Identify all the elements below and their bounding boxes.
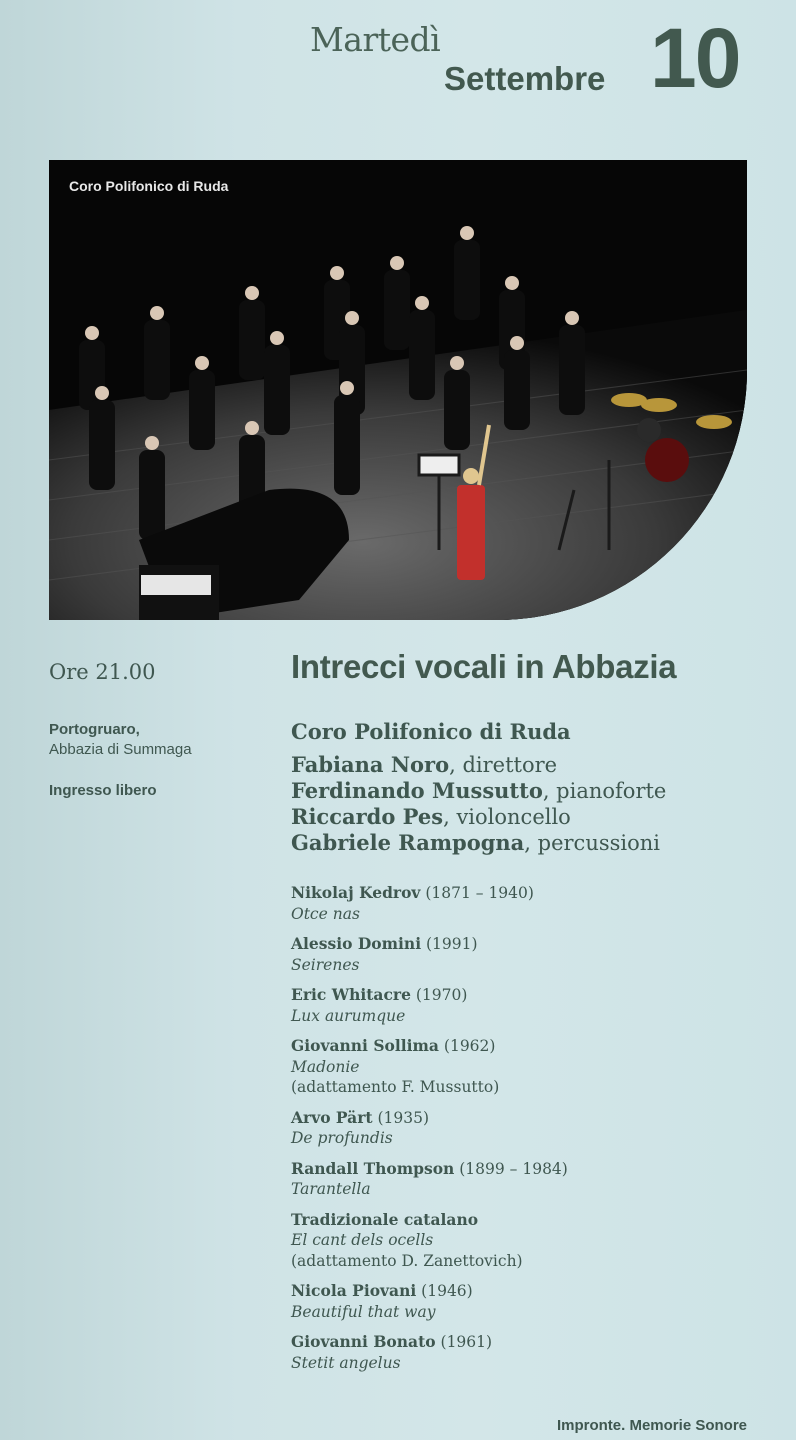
composer-years: (1962) (438, 1037, 496, 1055)
composer-name: Randall Thompson (291, 1158, 455, 1178)
composer-name: Giovanni Sollima (291, 1036, 439, 1055)
performer-item (291, 778, 666, 804)
work-title: De profundis (291, 1129, 393, 1147)
work-title: Otce nas (291, 904, 360, 923)
stage-illustration (49, 160, 747, 620)
date-month: Settembre (444, 60, 606, 97)
composer-name: Tradizionale catalano (291, 1209, 479, 1229)
composer-years: (1871 – 1940) (420, 884, 534, 902)
performer-name: Gabriele Rampogna (291, 830, 525, 855)
work-note: (adattamento F. Mussutto) (291, 1078, 500, 1096)
performer-role: , percussioni (524, 831, 660, 855)
work-title: Beautiful that way (291, 1302, 436, 1321)
work-note: (adattamento D. Zanettovich) (291, 1251, 523, 1270)
performer-role: , violoncello (443, 805, 571, 829)
composer-name: Alessio Domini (291, 934, 422, 953)
composer-name: Arvo Pärt (291, 1107, 373, 1127)
photo-caption: Coro Polifonico di Ruda (69, 178, 229, 194)
performer-name: Fabiana Noro (291, 752, 450, 777)
composer-years: (1946) (416, 1282, 473, 1300)
program-item (291, 883, 568, 924)
admission-info: Ingresso libero (49, 782, 157, 799)
date-weekday: Martedì (310, 20, 441, 59)
composer-years: (1961) (435, 1333, 493, 1351)
date-header (0, 0, 796, 140)
performer-item (291, 804, 666, 830)
program-item (291, 1281, 568, 1322)
venue-name: Abbazia di Summaga (49, 741, 192, 758)
composer-name: Nikolaj Kedrov (291, 883, 421, 902)
performer-name: Riccardo Pes (291, 804, 444, 829)
program-item (291, 985, 568, 1026)
performers-list (291, 752, 666, 856)
composer-name: Nicola Piovani (291, 1281, 417, 1300)
date-day: 10 (650, 11, 740, 105)
composer-years: (1970) (410, 986, 468, 1004)
work-title: El cant dels ocells (291, 1231, 434, 1249)
composer-years: (1991) (421, 935, 478, 953)
event-time: Ore 21.00 (49, 660, 156, 684)
performer-role: , pianoforte (542, 779, 667, 803)
program-item (291, 1332, 568, 1373)
program-list (291, 883, 568, 1383)
program-item (291, 1159, 568, 1200)
performer-role: , direttore (449, 753, 558, 777)
composer-name: Giovanni Bonato (291, 1332, 436, 1351)
program-item (291, 1036, 568, 1098)
performer-item (291, 752, 666, 778)
program-item (291, 934, 568, 975)
ensemble-name: Coro Polifonico di Ruda (291, 719, 571, 744)
event-title: Intrecci vocali in Abbazia (291, 648, 677, 685)
work-title: Tarantella (291, 1180, 371, 1198)
composer-years: (1899 – 1984) (454, 1159, 568, 1178)
event-venue (49, 720, 192, 760)
program-item (291, 1108, 568, 1149)
footer-series-name: Impronte. Memorie Sonore (556, 1417, 747, 1434)
performer-item (291, 830, 666, 856)
choir-photo (49, 160, 747, 620)
work-title: Stetit angelus (291, 1353, 401, 1372)
venue-city: Portogruaro, (49, 721, 140, 738)
work-title: Seirenes (291, 955, 360, 974)
performer-name: Ferdinando Mussutto (291, 778, 543, 803)
work-title: Madonie (291, 1057, 360, 1076)
work-title: Lux aurumque (291, 1006, 406, 1025)
composer-years: (1935) (372, 1108, 430, 1127)
program-item (291, 1210, 568, 1272)
composer-name: Eric Whitacre (291, 985, 411, 1004)
